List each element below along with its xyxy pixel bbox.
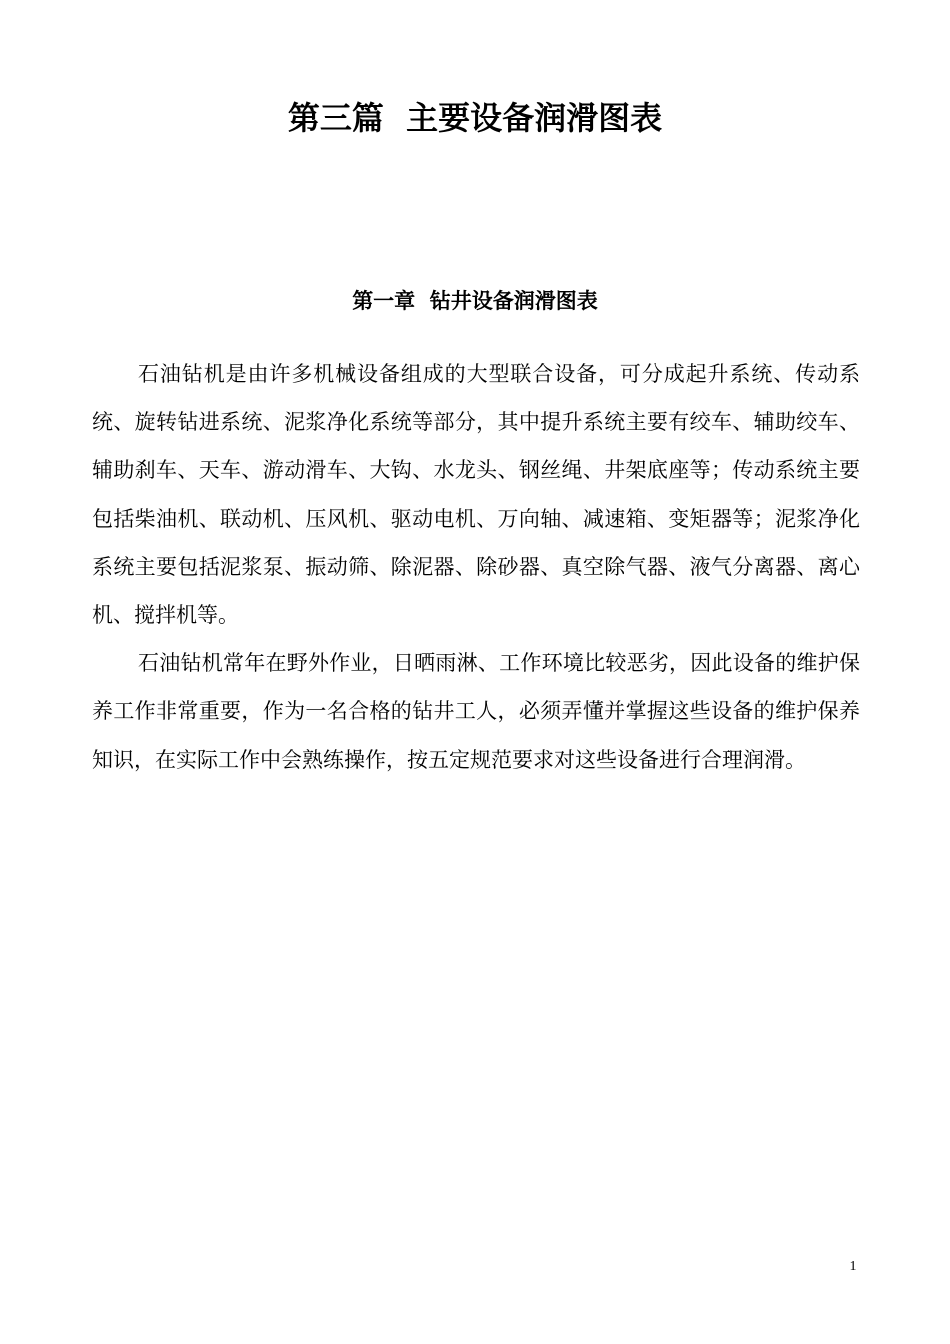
paragraph-drilling-rig-systems: 石油钻机是由许多机械设备组成的大型联合设备，可分成起升系统、传动系统、旋转钻进系统、泥浆净化系统等部分，其中提升系统主要有绞车、辅助绞车、辅助刹车、天车、游动滑车、大钩、水龙头、钢丝绳、井架底座等；传动系统主要包括柴油机、联动机、压风机、驱动电机、万向轴、减速箱、变矩器等；泥浆净化系统主要包括泥浆泵、振动筛、除泥器、除砂器、真空除气器、液气分离器、离心机、搅拌机等。	[92, 362, 860, 628]
paragraph-maintenance-importance: 石油钻机常年在野外作业，日晒雨淋、工作环境比较恶劣，因此设备的维护保养工作非常重要，作为一名合格的钻井工人，必须弄懂并掌握这些设备的维护保养知识，在实际工作中会熟练操作，按五定规范要求对这些设备进行合理润滑。	[92, 651, 860, 772]
page-number: 1	[849, 1259, 857, 1274]
chapter-title: 第一章 钻井设备润滑图表	[352, 289, 598, 313]
part-title: 第三篇 主要设备润滑图表	[287, 99, 663, 137]
body-text	[92, 350, 860, 784]
